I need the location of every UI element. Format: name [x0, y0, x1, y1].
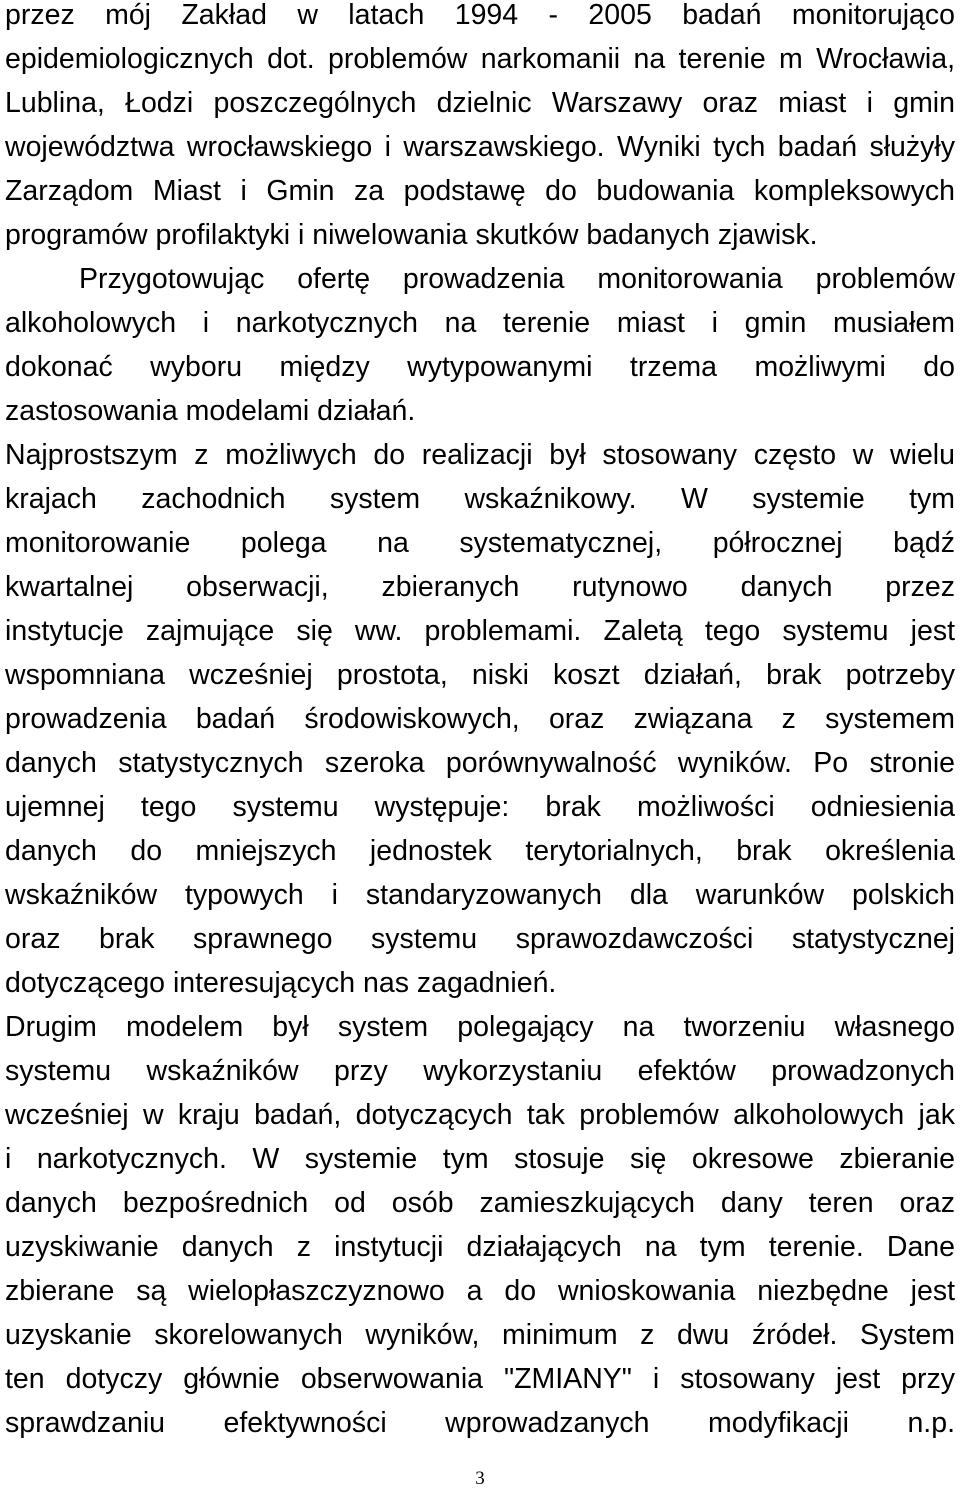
text-line: prowadzenia badań środowiskowych, oraz związana z systemem [5, 703, 955, 735]
text-line: wskaźników typowych i standaryzowanych dla warunków polskich [5, 879, 955, 911]
text-line: epidemiologicznych dot. problemów narkomanii na terenie m Wrocławia, [5, 43, 955, 75]
text-line: ujemnej tego systemu występuje: brak możliwości odniesienia [5, 791, 955, 823]
text-line: monitorowanie polega na systematycznej, półrocznej bądź [5, 527, 955, 559]
paragraph-1 [5, 0, 955, 257]
text-line: Najprostszym z możliwych do realizacji był stosowany często w wielu [5, 439, 955, 471]
text-line: danych bezpośrednich od osób zamieszkujących dany teren oraz [5, 1187, 955, 1219]
text-line: i narkotycznych. W systemie tym stosuje się okresowe zbieranie [5, 1143, 955, 1175]
text-line: wspomniana wcześniej prostota, niski koszt działań, brak potrzeby [5, 659, 955, 691]
text-line: dokonać wyboru między wytypowanymi trzema możliwymi do [5, 351, 955, 383]
text-line: Drugim modelem był system polegający na tworzeniu własnego [5, 1011, 955, 1043]
text-line: danych do mniejszych jednostek terytorialnych, brak określenia [5, 835, 955, 867]
text-line: dotyczącego interesujących nas zagadnień. [5, 967, 557, 999]
text-line: uzyskanie skorelowanych wyników, minimum z dwu źródeł. System [5, 1319, 955, 1351]
text-line: alkoholowych i narkotycznych na terenie miast i gmin musiałem [5, 307, 955, 339]
text-line: Przygotowując ofertę prowadzenia monitorowania problemów [79, 263, 955, 295]
text-line: danych statystycznych szeroka porównywalność wyników. Po stronie [5, 747, 955, 779]
text-line: sprawdzaniu efektywności wprowadzanych modyfikacji n.p. [5, 1407, 955, 1439]
text-line: zastosowania modelami działań. [5, 395, 416, 427]
text-line: województwa wrocławskiego i warszawskiego. Wyniki tych badań służyły [5, 131, 955, 163]
text-line: ten dotyczy głównie obserwowania "ZMIANY" i stosowany jest przy [5, 1363, 955, 1395]
text-line: Lublina, Łodzi poszczególnych dzielnic Warszawy oraz miast i gmin [5, 87, 955, 119]
page-number: 3 [475, 1468, 485, 1489]
text-line: oraz brak sprawnego systemu sprawozdawczości statystycznej [5, 923, 955, 955]
text-line: przez mój Zakład w latach 1994 - 2005 badań monitorująco [5, 0, 955, 31]
paragraph-2 [5, 257, 955, 433]
text-line: krajach zachodnich system wskaźnikowy. W systemie tym [5, 483, 955, 515]
text-line: programów profilaktyki i niwelowania skutków badanych zjawisk. [5, 219, 818, 251]
text-line: systemu wskaźników przy wykorzystaniu efektów prowadzonych [5, 1055, 955, 1087]
body-text [5, 0, 955, 1445]
text-line: kwartalnej obserwacji, zbieranych rutynowo danych przez [5, 571, 955, 603]
text-line: uzyskiwanie danych z instytucji działających na tym terenie. Dane [5, 1231, 955, 1263]
paragraph-4 [5, 1005, 955, 1445]
paragraph-3 [5, 433, 955, 1005]
text-line: Zarządom Miast i Gmin za podstawę do budowania kompleksowych [5, 175, 955, 207]
text-line: wcześniej w kraju badań, dotyczących tak problemów alkoholowych jak [5, 1099, 955, 1131]
text-line: zbierane są wielopłaszczyznowo a do wnioskowania niezbędne jest [5, 1275, 955, 1307]
text-line: instytucje zajmujące się ww. problemami. Zaletą tego systemu jest [5, 615, 955, 647]
